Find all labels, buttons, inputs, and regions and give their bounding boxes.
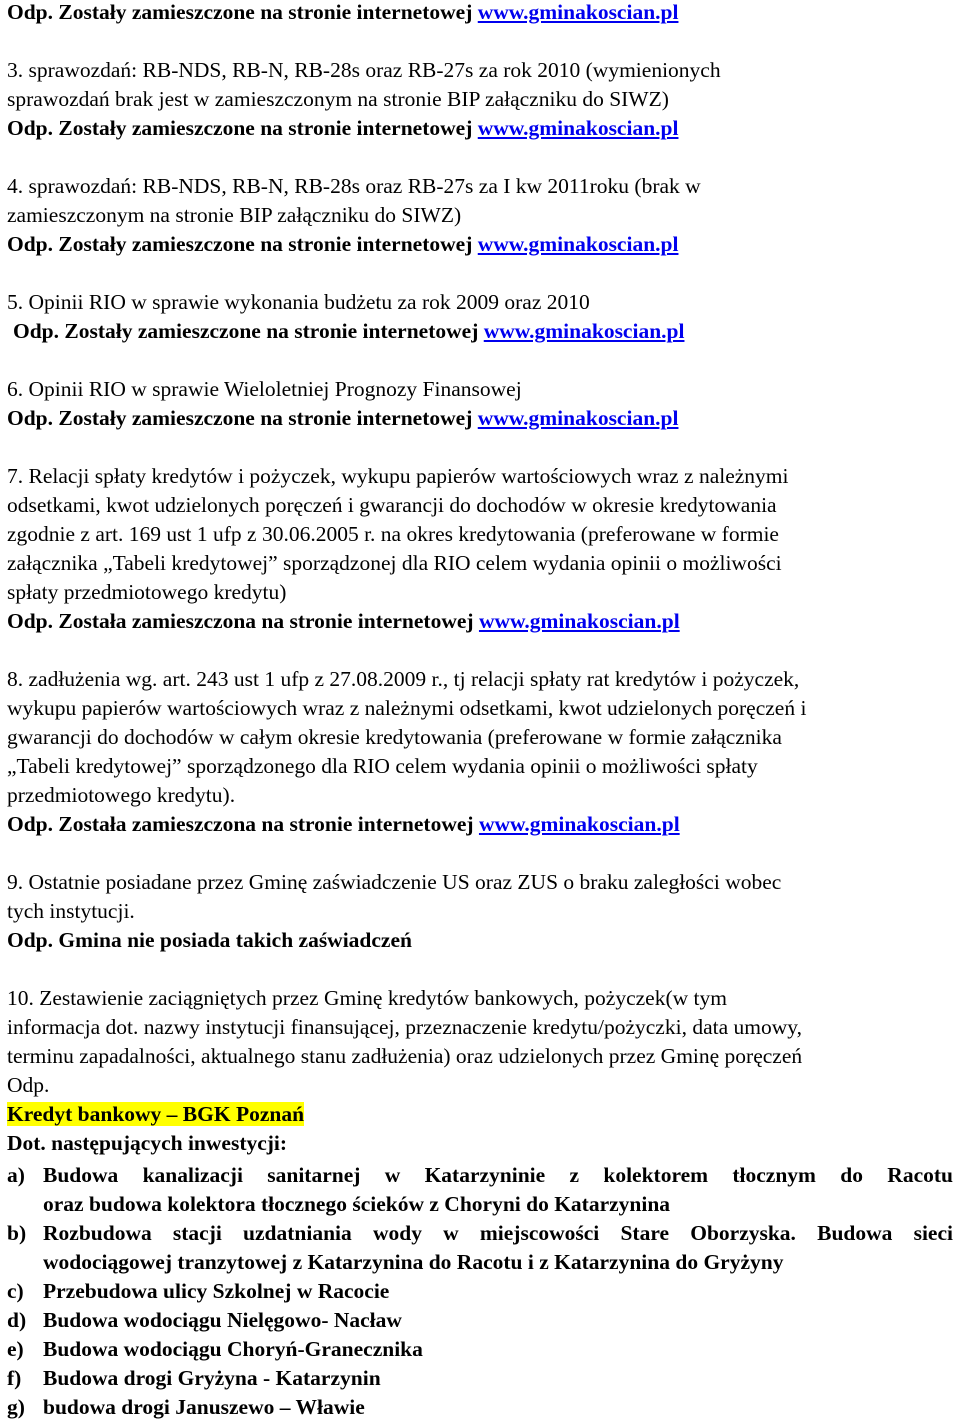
answer-text: Odp. Zostały zamieszczone na stronie internetowej [7, 232, 478, 256]
investment-f-line-1: Budowa drogi Gryżyna - Katarzynin [43, 1366, 381, 1390]
item-3-line-2: sprawozdań brak jest w zamieszczonym na stronie BIP załączniku do SIWZ) [7, 87, 669, 111]
site-link[interactable]: www.gminakoscian.pl [483, 319, 685, 343]
investment-a-label: a) [7, 1163, 25, 1187]
investment-f-label: f) [7, 1366, 22, 1390]
item-8-line-5: przedmiotowego kredytu). [7, 783, 236, 807]
item-7-line-5: spłaty przedmiotowego kredytu) [7, 580, 287, 604]
investment-e-line-1: Budowa wodociągu Choryń-Granecznika [43, 1337, 423, 1361]
answer-line [7, 608, 680, 634]
item-8-line-1: 8. zadłużenia wg. art. 243 ust 1 ufp z 27.08.2009 r., tj relacji spłaty rat kredytów i pożyczek, [7, 667, 800, 691]
item-7-line-3: zgodnie z art. 169 ust 1 ufp z 30.06.2005 r. na okres kredytowania (preferowane w formie [7, 522, 779, 546]
item-8-line-3: gwarancji do dochodów w całym okresie kredytowania (preferowane w formie załącznika [7, 725, 782, 749]
investment-c-line-1: Przebudowa ulicy Szkolnej w Racocie [43, 1279, 390, 1303]
item-10-line-3: terminu zapadalności, aktualnego stanu zadłużenia) oraz udzielonych przez Gminę poręczeń [7, 1044, 803, 1068]
investment-e-label: e) [7, 1337, 24, 1361]
answer-line [7, 0, 678, 25]
investment-b-label: b) [7, 1221, 27, 1245]
investment-d-line-1: Budowa wodociągu Nielęgowo- Nacław [43, 1308, 402, 1332]
answer-text: Odp. Zostały zamieszczone na stronie internetowej [7, 406, 478, 430]
investment-b-line-2: wodociągowej tranzytowej z Katarzynina do Racotu i z Katarzynina do Gryżyny [43, 1250, 784, 1274]
answer-text: Odp. Została zamieszczona na stronie internetowej [7, 609, 479, 633]
item-5-line-1: 5. Opinii RIO w sprawie wykonania budżetu za rok 2009 oraz 2010 [7, 290, 590, 314]
site-link[interactable]: www.gminakoscian.pl [477, 116, 679, 140]
investment-a-line-1: Budowa kanalizacji sanitarnej w Katarzyninie z kolektorem tłocznym do Racotu [43, 1163, 953, 1187]
investment-a-line-2: oraz budowa kolektora tłocznego ścieków z Choryni do Katarzynina [43, 1192, 671, 1216]
item-8-line-2: wykupu papierów wartościowych wraz z należnymi odsetkami, kwot udzielonych poręczeń i [7, 696, 807, 720]
answer-text: Odp. Zostały zamieszczone na stronie internetowej [13, 319, 484, 343]
answer-line [7, 115, 678, 141]
site-link[interactable]: www.gminakoscian.pl [478, 609, 680, 633]
answer-line [7, 811, 680, 837]
item-3-line-1: 3. sprawozdań: RB-NDS, RB-N, RB-28s oraz RB-27s za rok 2010 (wymienionych [7, 58, 721, 82]
item-9-line-2: tych instytucji. [7, 899, 135, 923]
investment-b-line-1: Rozbudowa stacji uzdatniania wody w miejscowości Stare Oborzyska. Budowa sieci [43, 1221, 953, 1245]
item-10-line-4: Odp. [7, 1073, 50, 1097]
answer-line [13, 318, 684, 344]
item-6-line-1: 6. Opinii RIO w sprawie Wieloletniej Prognozy Finansowej [7, 377, 522, 401]
answer-line [7, 405, 678, 431]
site-link[interactable]: www.gminakoscian.pl [478, 812, 680, 836]
investment-g-label: g) [7, 1395, 25, 1419]
highlighted-credit: Kredyt bankowy – BGK Poznań [7, 1102, 305, 1126]
item-7-line-2: odsetkami, kwot udzielonych poręczeń i gwarancji do dochodów w okresie kredytowania [7, 493, 777, 517]
investment-g-line-1: budowa drogi Januszewo – Wławie [43, 1395, 365, 1419]
investments-heading: Dot. następujących inwestycji: [7, 1131, 288, 1155]
site-link[interactable]: www.gminakoscian.pl [477, 232, 679, 256]
item-10-line-1: 10. Zestawienie zaciągniętych przez Gminę kredytów bankowych, pożyczek(w tym [7, 986, 727, 1010]
answer-text: Odp. Zostały zamieszczone na stronie internetowej [7, 0, 478, 24]
site-link[interactable]: www.gminakoscian.pl [477, 406, 679, 430]
item-4-line-1: 4. sprawozdań: RB-NDS, RB-N, RB-28s oraz RB-27s za I kw 2011roku (brak w [7, 174, 701, 198]
item-7-line-4: załącznika „Tabeli kredytowej” sporządzonej dla RIO celem wydania opinii o możliwości [7, 551, 782, 575]
investment-d-label: d) [7, 1308, 27, 1332]
credit-line [7, 1101, 304, 1127]
answer-line [7, 231, 678, 257]
item-10-line-2: informacja dot. nazwy instytucji finansującej, przeznaczenie kredytu/pożyczki, data umowy, [7, 1015, 802, 1039]
answer-text: Odp. Została zamieszczona na stronie internetowej [7, 812, 479, 836]
item-9-answer: Odp. Gmina nie posiada takich zaświadczeń [7, 928, 412, 952]
item-4-line-2: zamieszczonym na stronie BIP załączniku do SIWZ) [7, 203, 462, 227]
item-8-line-4: „Tabeli kredytowej” sporządzonego dla RIO celem wydania opinii o możliwości spłaty [7, 754, 758, 778]
investment-c-label: c) [7, 1279, 24, 1303]
answer-text: Odp. Zostały zamieszczone na stronie internetowej [7, 116, 478, 140]
item-7-line-1: 7. Relacji spłaty kredytów i pożyczek, wykupu papierów wartościowych wraz z należnymi [7, 464, 789, 488]
site-link[interactable]: www.gminakoscian.pl [477, 0, 679, 24]
item-9-line-1: 9. Ostatnie posiadane przez Gminę zaświadczenie US oraz ZUS o braku zaległości wobec [7, 870, 782, 894]
